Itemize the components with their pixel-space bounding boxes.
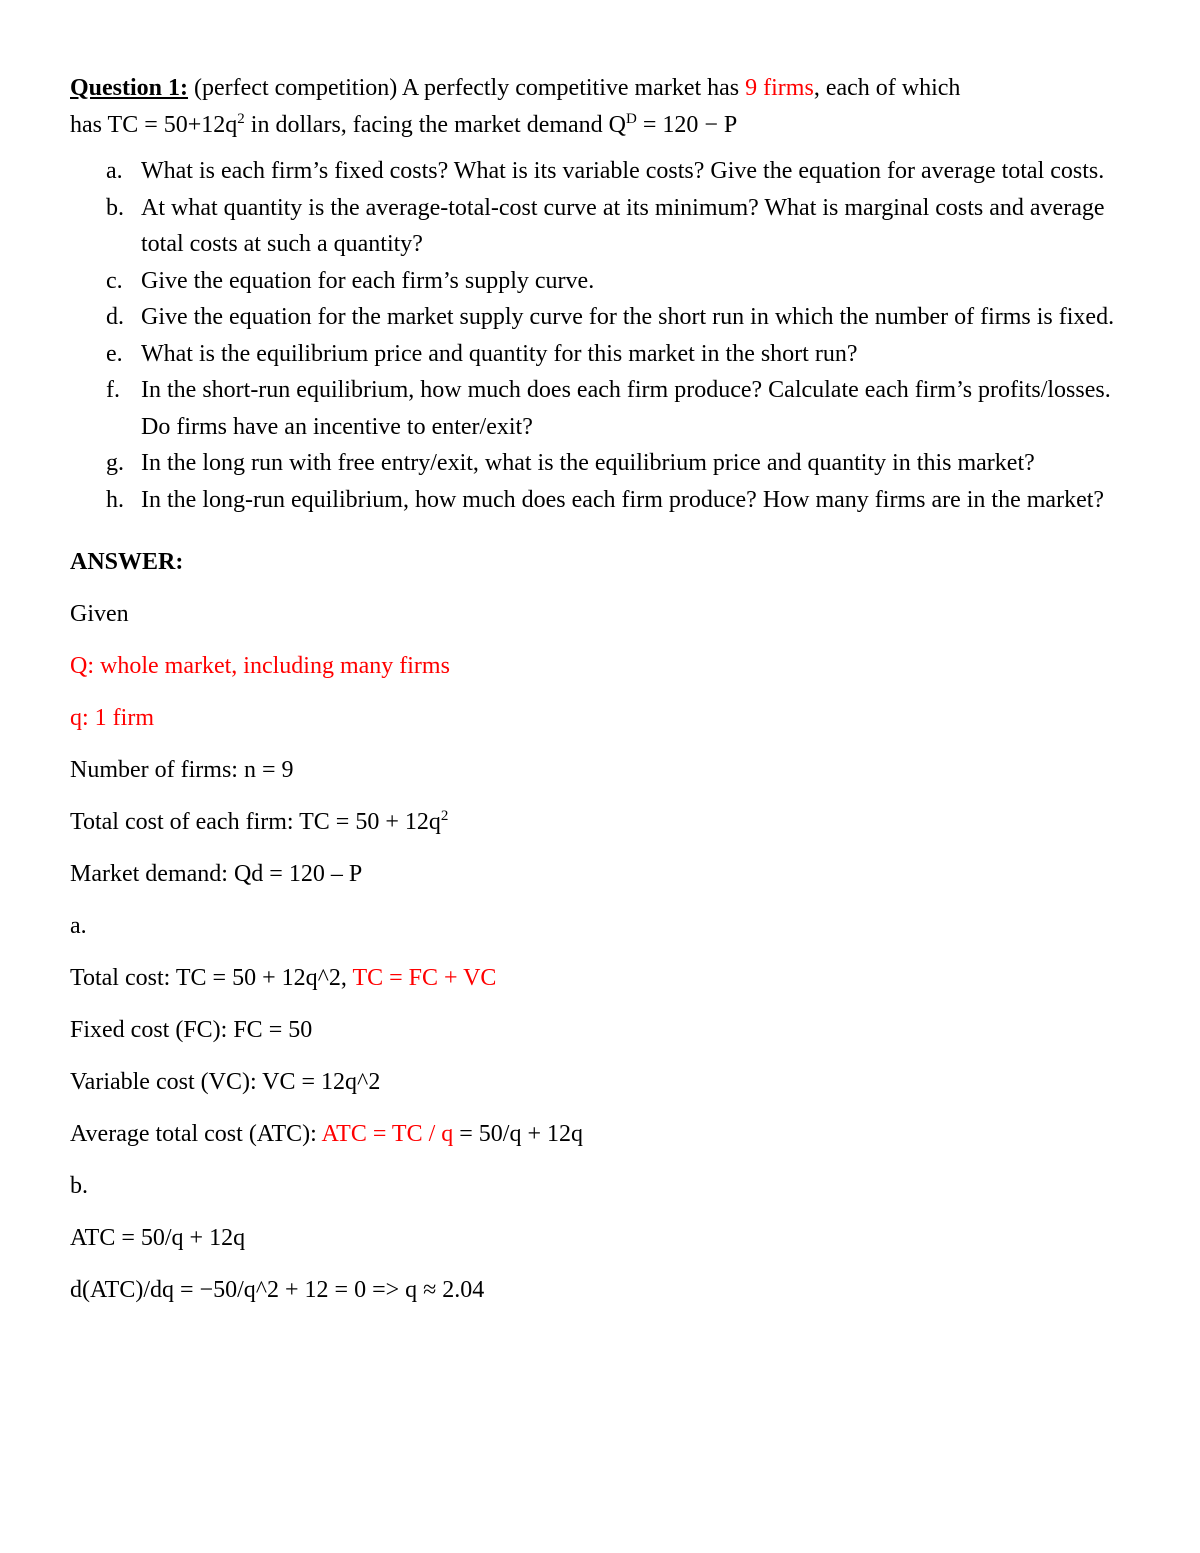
- number-of-firms: Number of firms: n = 9: [70, 757, 294, 783]
- item-marker: h.: [106, 486, 124, 513]
- item-text: Give the equation for the market supply curve for the short run in which the number of firms is fixed.: [141, 304, 1115, 330]
- item-text: At what quantity is the average-total-cost curve at its minimum? What is marginal costs and average total costs at such a quantity?: [141, 194, 1105, 257]
- item-text: In the long run with free entry/exit, what is the equilibrium price and quantity in this market?: [141, 450, 1035, 476]
- item-marker: g.: [106, 450, 124, 476]
- total-cost-given: [70, 807, 1130, 837]
- part-a-fixed-cost: Fixed cost (FC): FC = 50: [70, 1017, 313, 1043]
- item-text: In the long-run equilibrium, how much does each firm produce? How many firms are in the market?: [141, 486, 1105, 513]
- question-item: [70, 299, 1130, 336]
- intro-text-5: = 120 − P: [636, 112, 738, 138]
- answer-heading: ANSWER:: [70, 549, 184, 575]
- definition-market-quantity: Q: whole market, including many firms: [70, 653, 450, 679]
- question-list: [70, 153, 1130, 518]
- item-marker: c.: [106, 267, 123, 294]
- item-text: What is each firm’s fixed costs? What is its variable costs? Give the equation for average total costs.: [141, 158, 1105, 184]
- exponent: 2: [440, 808, 449, 824]
- firms-highlight: 9 firms: [745, 75, 814, 101]
- item-marker: b.: [106, 194, 124, 221]
- part-a-variable-cost: Variable cost (VC): VC = 12q^2: [70, 1069, 381, 1095]
- question-item: [70, 263, 1130, 300]
- question-item: [70, 482, 1130, 519]
- item-text: Give the equation for each firm’s supply curve.: [141, 267, 595, 294]
- intro-text-2: , each of which: [813, 75, 961, 101]
- intro-text-3: has TC = 50+12q: [70, 112, 238, 138]
- given-label: Given: [70, 601, 129, 627]
- part-a-label: a.: [70, 913, 87, 939]
- intro-text-1: (perfect competition) A perfectly competitive market has: [188, 75, 746, 101]
- atc-result: = 50/q + 12q: [453, 1121, 584, 1147]
- part-b-label: b.: [70, 1173, 88, 1199]
- question-item: [70, 153, 1130, 190]
- question-item: [70, 190, 1130, 263]
- part-a-average-total-cost: [70, 1119, 1130, 1149]
- question-item: [70, 445, 1130, 482]
- question-item: [70, 336, 1130, 373]
- part-b-atc: ATC = 50/q + 12q: [70, 1225, 246, 1251]
- atc-definition: ATC = TC / q: [321, 1121, 454, 1147]
- item-marker: d.: [106, 304, 124, 330]
- part-a-total-cost: [70, 963, 1130, 993]
- definition-firm-quantity: q: 1 firm: [70, 705, 154, 731]
- exponent: 2: [237, 111, 245, 127]
- item-text: What is the equilibrium price and quantity for this market in the short run?: [141, 340, 858, 367]
- intro-text-4: in dollars, facing the market demand Q: [244, 112, 627, 138]
- part-b-derivative: d(ATC)/dq = −50/q^2 + 12 = 0 => q ≈ 2.04: [70, 1277, 485, 1303]
- question-label: Question 1:: [70, 75, 189, 101]
- item-marker: e.: [106, 340, 123, 367]
- atc-label: Average total cost (ATC):: [70, 1121, 322, 1147]
- document-page: [70, 70, 1130, 1305]
- total-cost-text: Total cost of each firm: TC = 50 + 12q: [70, 809, 441, 835]
- demand-superscript: D: [626, 111, 637, 127]
- market-demand-given: Market demand: Qd = 120 – P: [70, 861, 363, 887]
- item-marker: a.: [106, 158, 123, 184]
- tc-decomposition: TC = FC + VC: [352, 965, 497, 991]
- question-intro: [70, 70, 1130, 144]
- item-text: In the short-run equilibrium, how much does each firm produce? Calculate each firm’s profits/losses. Do firms have an incentive to enter/exit?: [141, 377, 1111, 440]
- item-marker: f.: [106, 377, 120, 403]
- question-item: [70, 372, 1130, 445]
- total-cost-formula: Total cost: TC = 50 + 12q^2,: [70, 965, 353, 991]
